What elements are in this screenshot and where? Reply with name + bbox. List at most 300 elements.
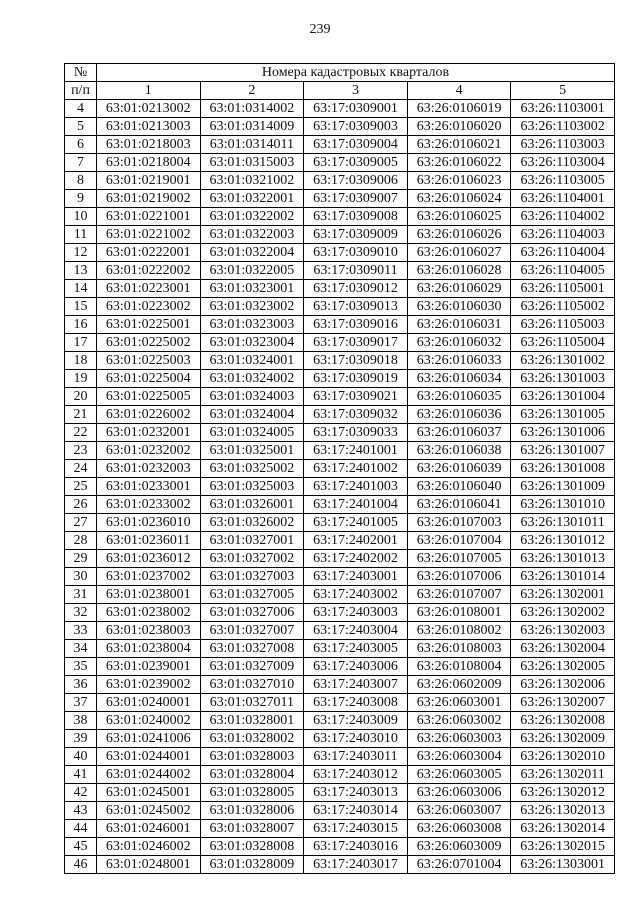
table-row xyxy=(65,586,615,604)
table-row xyxy=(65,532,615,550)
cadastral-number-cell: 63:17:2403001 xyxy=(304,568,408,586)
cadastral-number-cell: 63:01:0225004 xyxy=(97,370,201,388)
table-row xyxy=(65,352,615,370)
table-row xyxy=(65,118,615,136)
cadastral-number-cell: 63:26:0106035 xyxy=(407,388,511,406)
cadastral-number-cell: 63:17:0309008 xyxy=(304,208,408,226)
cadastral-number-cell: 63:17:0309004 xyxy=(304,136,408,154)
table-row xyxy=(65,820,615,838)
cadastral-number-cell: 63:01:0222002 xyxy=(97,262,201,280)
cadastral-number-cell: 63:17:0309003 xyxy=(304,118,408,136)
cadastral-number-cell: 63:01:0232002 xyxy=(97,442,201,460)
cadastral-number-cell: 63:26:0603001 xyxy=(407,694,511,712)
cadastral-number-cell: 63:01:0232001 xyxy=(97,424,201,442)
row-number-cell: 17 xyxy=(65,334,97,352)
cadastral-number-cell: 63:01:0315003 xyxy=(200,154,304,172)
table-row xyxy=(65,100,615,118)
cadastral-number-cell: 63:17:2403011 xyxy=(304,748,408,766)
cadastral-number-cell: 63:26:1302005 xyxy=(511,658,615,676)
cadastral-number-cell: 63:26:0106019 xyxy=(407,100,511,118)
column-number: 2 xyxy=(200,82,304,100)
cadastral-number-cell: 63:17:2403017 xyxy=(304,856,408,874)
header-group-label: Номера кадастровых кварталов xyxy=(97,64,615,82)
cadastral-number-cell: 63:01:0328001 xyxy=(200,712,304,730)
cadastral-number-cell: 63:01:0328004 xyxy=(200,766,304,784)
table-row xyxy=(65,658,615,676)
row-number-cell: 46 xyxy=(65,856,97,874)
cadastral-number-cell: 63:26:1301012 xyxy=(511,532,615,550)
cadastral-number-cell: 63:01:0327002 xyxy=(200,550,304,568)
cadastral-number-cell: 63:26:0106029 xyxy=(407,280,511,298)
row-number-cell: 38 xyxy=(65,712,97,730)
cadastral-number-cell: 63:26:0106022 xyxy=(407,154,511,172)
cadastral-number-cell: 63:17:2403012 xyxy=(304,766,408,784)
cadastral-number-cell: 63:26:1301002 xyxy=(511,352,615,370)
cadastral-number-cell: 63:17:2403008 xyxy=(304,694,408,712)
cadastral-number-cell: 63:17:2401001 xyxy=(304,442,408,460)
cadastral-number-cell: 63:26:1302011 xyxy=(511,766,615,784)
cadastral-number-cell: 63:01:0327008 xyxy=(200,640,304,658)
cadastral-number-cell: 63:01:0323003 xyxy=(200,316,304,334)
cadastral-number-cell: 63:26:1301005 xyxy=(511,406,615,424)
cadastral-number-cell: 63:17:0309006 xyxy=(304,172,408,190)
cadastral-number-cell: 63:17:0309001 xyxy=(304,100,408,118)
table-row xyxy=(65,370,615,388)
cadastral-number-cell: 63:26:0603009 xyxy=(407,838,511,856)
cadastral-number-cell: 63:01:0236010 xyxy=(97,514,201,532)
cadastral-number-cell: 63:26:0603008 xyxy=(407,820,511,838)
cadastral-number-cell: 63:01:0223002 xyxy=(97,298,201,316)
row-number-cell: 13 xyxy=(65,262,97,280)
cadastral-number-cell: 63:26:0106025 xyxy=(407,208,511,226)
cadastral-number-cell: 63:26:0106031 xyxy=(407,316,511,334)
cadastral-number-cell: 63:26:0603007 xyxy=(407,802,511,820)
cadastral-number-cell: 63:01:0240001 xyxy=(97,694,201,712)
column-number: 4 xyxy=(407,82,511,100)
cadastral-number-cell: 63:26:0108003 xyxy=(407,640,511,658)
cadastral-number-cell: 63:01:0325002 xyxy=(200,460,304,478)
cadastral-number-cell: 63:01:0219002 xyxy=(97,190,201,208)
cadastral-number-cell: 63:26:0106027 xyxy=(407,244,511,262)
cadastral-number-cell: 63:26:1104001 xyxy=(511,190,615,208)
table-row xyxy=(65,856,615,874)
table-row xyxy=(65,802,615,820)
row-number-cell: 45 xyxy=(65,838,97,856)
cadastral-number-cell: 63:26:1105004 xyxy=(511,334,615,352)
table-body xyxy=(65,100,615,874)
cadastral-number-cell: 63:26:1103005 xyxy=(511,172,615,190)
row-number-cell: 26 xyxy=(65,496,97,514)
cadastral-number-cell: 63:01:0322005 xyxy=(200,262,304,280)
cadastral-number-cell: 63:01:0323001 xyxy=(200,280,304,298)
cadastral-number-cell: 63:17:2403016 xyxy=(304,838,408,856)
table-row xyxy=(65,550,615,568)
cadastral-number-cell: 63:01:0327009 xyxy=(200,658,304,676)
cadastral-number-cell: 63:01:0322002 xyxy=(200,208,304,226)
cadastral-number-cell: 63:01:0236011 xyxy=(97,532,201,550)
cadastral-number-cell: 63:17:2403002 xyxy=(304,586,408,604)
table-row xyxy=(65,748,615,766)
cadastral-number-cell: 63:01:0314002 xyxy=(200,100,304,118)
cadastral-number-cell: 63:17:0309012 xyxy=(304,280,408,298)
table-row xyxy=(65,604,615,622)
row-number-cell: 34 xyxy=(65,640,97,658)
cadastral-number-cell: 63:17:2403006 xyxy=(304,658,408,676)
cadastral-number-cell: 63:01:0328009 xyxy=(200,856,304,874)
cadastral-number-cell: 63:01:0327011 xyxy=(200,694,304,712)
table-row xyxy=(65,208,615,226)
cadastral-number-cell: 63:26:0603004 xyxy=(407,748,511,766)
cadastral-number-cell: 63:17:2401003 xyxy=(304,478,408,496)
cadastral-number-cell: 63:26:0108001 xyxy=(407,604,511,622)
cadastral-number-cell: 63:01:0239001 xyxy=(97,658,201,676)
table-row xyxy=(65,280,615,298)
table-row xyxy=(65,496,615,514)
row-number-cell: 4 xyxy=(65,100,97,118)
cadastral-number-cell: 63:01:0221002 xyxy=(97,226,201,244)
cadastral-number-cell: 63:01:0244002 xyxy=(97,766,201,784)
cadastral-number-cell: 63:01:0325003 xyxy=(200,478,304,496)
cadastral-number-cell: 63:01:0324003 xyxy=(200,388,304,406)
cadastral-number-cell: 63:26:0106033 xyxy=(407,352,511,370)
page-number: 239 xyxy=(309,22,331,37)
table-row xyxy=(65,460,615,478)
cadastral-number-cell: 63:26:0107004 xyxy=(407,532,511,550)
cadastral-number-cell: 63:26:1104002 xyxy=(511,208,615,226)
cadastral-number-cell: 63:01:0327007 xyxy=(200,622,304,640)
cadastral-number-cell: 63:17:2403009 xyxy=(304,712,408,730)
cadastral-number-cell: 63:01:0240002 xyxy=(97,712,201,730)
cadastral-number-cell: 63:26:1302010 xyxy=(511,748,615,766)
cadastral-number-cell: 63:01:0248001 xyxy=(97,856,201,874)
cadastral-number-cell: 63:26:1105003 xyxy=(511,316,615,334)
column-number: 5 xyxy=(511,82,615,100)
cadastral-number-cell: 63:17:0309010 xyxy=(304,244,408,262)
cadastral-number-cell: 63:26:0106020 xyxy=(407,118,511,136)
cadastral-number-cell: 63:26:0106021 xyxy=(407,136,511,154)
cadastral-number-cell: 63:01:0246001 xyxy=(97,820,201,838)
cadastral-number-cell: 63:01:0324005 xyxy=(200,424,304,442)
cadastral-number-cell: 63:01:0328008 xyxy=(200,838,304,856)
cadastral-number-cell: 63:01:0321002 xyxy=(200,172,304,190)
row-number-cell: 41 xyxy=(65,766,97,784)
cadastral-number-cell: 63:26:1302001 xyxy=(511,586,615,604)
cadastral-number-cell: 63:26:1301004 xyxy=(511,388,615,406)
cadastral-number-cell: 63:01:0324004 xyxy=(200,406,304,424)
cadastral-number-cell: 63:17:0309017 xyxy=(304,334,408,352)
cadastral-number-cell: 63:01:0328007 xyxy=(200,820,304,838)
column-number: 3 xyxy=(304,82,408,100)
cadastral-number-cell: 63:26:0106023 xyxy=(407,172,511,190)
cadastral-number-cell: 63:26:1301007 xyxy=(511,442,615,460)
cadastral-number-cell: 63:01:0322001 xyxy=(200,190,304,208)
cadastral-number-cell: 63:26:0106030 xyxy=(407,298,511,316)
table-row xyxy=(65,172,615,190)
cadastral-number-cell: 63:01:0328005 xyxy=(200,784,304,802)
cadastral-number-cell: 63:01:0238004 xyxy=(97,640,201,658)
table-row xyxy=(65,190,615,208)
cadastral-number-cell: 63:01:0324002 xyxy=(200,370,304,388)
cadastral-number-cell: 63:26:1301009 xyxy=(511,478,615,496)
cadastral-number-cell: 63:01:0327001 xyxy=(200,532,304,550)
row-number-cell: 6 xyxy=(65,136,97,154)
cadastral-number-cell: 63:17:2403005 xyxy=(304,640,408,658)
cadastral-number-cell: 63:26:1302015 xyxy=(511,838,615,856)
row-number-cell: 15 xyxy=(65,298,97,316)
cadastral-number-cell: 63:26:1302014 xyxy=(511,820,615,838)
cadastral-number-cell: 63:17:2403013 xyxy=(304,784,408,802)
row-number-cell: 42 xyxy=(65,784,97,802)
cadastral-number-cell: 63:17:2403007 xyxy=(304,676,408,694)
cadastral-number-cell: 63:26:0107007 xyxy=(407,586,511,604)
cadastral-number-cell: 63:26:0106038 xyxy=(407,442,511,460)
cadastral-number-cell: 63:01:0237002 xyxy=(97,568,201,586)
table-row xyxy=(65,406,615,424)
row-number-cell: 37 xyxy=(65,694,97,712)
cadastral-number-cell: 63:01:0238001 xyxy=(97,586,201,604)
cadastral-number-cell: 63:26:1302006 xyxy=(511,676,615,694)
table-row xyxy=(65,424,615,442)
cadastral-number-cell: 63:17:2401004 xyxy=(304,496,408,514)
header-num-sublabel: п/п xyxy=(65,82,97,100)
cadastral-number-cell: 63:01:0232003 xyxy=(97,460,201,478)
cadastral-number-cell: 63:01:0225005 xyxy=(97,388,201,406)
cadastral-number-cell: 63:01:0245001 xyxy=(97,784,201,802)
row-number-cell: 28 xyxy=(65,532,97,550)
table-row xyxy=(65,838,615,856)
cadastral-number-cell: 63:01:0246002 xyxy=(97,838,201,856)
cadastral-number-cell: 63:01:0327010 xyxy=(200,676,304,694)
cadastral-number-cell: 63:01:0322004 xyxy=(200,244,304,262)
cadastral-number-cell: 63:01:0225003 xyxy=(97,352,201,370)
cadastral-number-cell: 63:26:0108002 xyxy=(407,622,511,640)
cadastral-number-cell: 63:01:0218003 xyxy=(97,136,201,154)
cadastral-number-cell: 63:26:0603005 xyxy=(407,766,511,784)
cadastral-number-cell: 63:26:0602009 xyxy=(407,676,511,694)
cadastral-number-cell: 63:17:0309016 xyxy=(304,316,408,334)
cadastral-number-cell: 63:01:0322003 xyxy=(200,226,304,244)
cadastral-number-cell: 63:01:0326001 xyxy=(200,496,304,514)
cadastral-number-cell: 63:17:2402002 xyxy=(304,550,408,568)
table-row xyxy=(65,316,615,334)
table-row xyxy=(65,226,615,244)
cadastral-number-cell: 63:01:0327003 xyxy=(200,568,304,586)
cadastral-number-cell: 63:26:0106034 xyxy=(407,370,511,388)
cadastral-number-cell: 63:26:1302004 xyxy=(511,640,615,658)
row-number-cell: 43 xyxy=(65,802,97,820)
cadastral-number-cell: 63:26:1103002 xyxy=(511,118,615,136)
table-row xyxy=(65,730,615,748)
cadastral-number-cell: 63:26:0107005 xyxy=(407,550,511,568)
cadastral-number-cell: 63:26:1105001 xyxy=(511,280,615,298)
table-row xyxy=(65,784,615,802)
row-number-cell: 12 xyxy=(65,244,97,262)
cadastral-number-cell: 63:01:0233002 xyxy=(97,496,201,514)
row-number-cell: 9 xyxy=(65,190,97,208)
table-row xyxy=(65,478,615,496)
cadastral-number-cell: 63:01:0219001 xyxy=(97,172,201,190)
table-header xyxy=(65,64,615,100)
row-number-cell: 18 xyxy=(65,352,97,370)
cadastral-number-cell: 63:26:1104005 xyxy=(511,262,615,280)
table-row xyxy=(65,136,615,154)
cadastral-number-cell: 63:01:0328002 xyxy=(200,730,304,748)
cadastral-number-cell: 63:26:0106039 xyxy=(407,460,511,478)
row-number-cell: 20 xyxy=(65,388,97,406)
cadastral-number-cell: 63:17:0309013 xyxy=(304,298,408,316)
table-row xyxy=(65,712,615,730)
table-row xyxy=(65,514,615,532)
cadastral-number-cell: 63:17:2401005 xyxy=(304,514,408,532)
table-row xyxy=(65,298,615,316)
cadastral-number-cell: 63:26:0603002 xyxy=(407,712,511,730)
cadastral-number-cell: 63:01:0222001 xyxy=(97,244,201,262)
row-number-cell: 29 xyxy=(65,550,97,568)
table-row xyxy=(65,262,615,280)
cadastral-number-cell: 63:17:0309018 xyxy=(304,352,408,370)
cadastral-number-cell: 63:01:0325001 xyxy=(200,442,304,460)
cadastral-number-cell: 63:01:0238003 xyxy=(97,622,201,640)
cadastral-number-cell: 63:26:0106041 xyxy=(407,496,511,514)
row-number-cell: 35 xyxy=(65,658,97,676)
row-number-cell: 44 xyxy=(65,820,97,838)
cadastral-number-cell: 63:01:0241006 xyxy=(97,730,201,748)
table-row xyxy=(65,694,615,712)
cadastral-number-cell: 63:26:1302009 xyxy=(511,730,615,748)
table-row xyxy=(65,640,615,658)
row-number-cell: 24 xyxy=(65,460,97,478)
row-number-cell: 7 xyxy=(65,154,97,172)
row-number-cell: 31 xyxy=(65,586,97,604)
cadastral-number-cell: 63:01:0328006 xyxy=(200,802,304,820)
table-row xyxy=(65,568,615,586)
table-row xyxy=(65,766,615,784)
row-number-cell: 10 xyxy=(65,208,97,226)
cadastral-quarters-table xyxy=(64,63,615,874)
cadastral-number-cell: 63:26:1302012 xyxy=(511,784,615,802)
cadastral-number-cell: 63:17:0309011 xyxy=(304,262,408,280)
cadastral-number-cell: 63:17:2403014 xyxy=(304,802,408,820)
cadastral-number-cell: 63:26:0106040 xyxy=(407,478,511,496)
row-number-cell: 5 xyxy=(65,118,97,136)
cadastral-number-cell: 63:26:1302003 xyxy=(511,622,615,640)
cadastral-number-cell: 63:01:0326002 xyxy=(200,514,304,532)
cadastral-number-cell: 63:01:0221001 xyxy=(97,208,201,226)
cadastral-number-cell: 63:01:0323004 xyxy=(200,334,304,352)
table-row xyxy=(65,676,615,694)
cadastral-number-cell: 63:26:1301010 xyxy=(511,496,615,514)
cadastral-number-cell: 63:17:0309009 xyxy=(304,226,408,244)
cadastral-number-cell: 63:26:1302013 xyxy=(511,802,615,820)
cadastral-number-cell: 63:01:0225002 xyxy=(97,334,201,352)
cadastral-number-cell: 63:01:0314009 xyxy=(200,118,304,136)
row-number-cell: 14 xyxy=(65,280,97,298)
row-number-cell: 8 xyxy=(65,172,97,190)
cadastral-number-cell: 63:01:0213003 xyxy=(97,118,201,136)
cadastral-number-cell: 63:26:1103004 xyxy=(511,154,615,172)
table-row xyxy=(65,388,615,406)
cadastral-number-cell: 63:01:0323002 xyxy=(200,298,304,316)
cadastral-number-cell: 63:17:2403010 xyxy=(304,730,408,748)
table-row xyxy=(65,442,615,460)
cadastral-number-cell: 63:26:1301003 xyxy=(511,370,615,388)
table-row xyxy=(65,334,615,352)
cadastral-number-cell: 63:01:0327005 xyxy=(200,586,304,604)
cadastral-number-cell: 63:26:0701004 xyxy=(407,856,511,874)
cadastral-number-cell: 63:26:1301006 xyxy=(511,424,615,442)
cadastral-number-cell: 63:26:1104003 xyxy=(511,226,615,244)
cadastral-number-cell: 63:26:0108004 xyxy=(407,658,511,676)
cadastral-number-cell: 63:26:1301013 xyxy=(511,550,615,568)
cadastral-number-cell: 63:01:0225001 xyxy=(97,316,201,334)
cadastral-number-cell: 63:17:2403015 xyxy=(304,820,408,838)
cadastral-number-cell: 63:26:0106032 xyxy=(407,334,511,352)
cadastral-number-cell: 63:26:1103003 xyxy=(511,136,615,154)
cadastral-number-cell: 63:01:0238002 xyxy=(97,604,201,622)
row-number-cell: 22 xyxy=(65,424,97,442)
cadastral-number-cell: 63:26:1302007 xyxy=(511,694,615,712)
cadastral-number-cell: 63:26:1301011 xyxy=(511,514,615,532)
row-number-cell: 16 xyxy=(65,316,97,334)
row-number-cell: 32 xyxy=(65,604,97,622)
cadastral-number-cell: 63:26:1302008 xyxy=(511,712,615,730)
cadastral-number-cell: 63:26:1303001 xyxy=(511,856,615,874)
row-number-cell: 23 xyxy=(65,442,97,460)
cadastral-number-cell: 63:26:0107003 xyxy=(407,514,511,532)
cadastral-number-cell: 63:26:0106037 xyxy=(407,424,511,442)
cadastral-number-cell: 63:01:0328003 xyxy=(200,748,304,766)
cadastral-number-cell: 63:26:1301008 xyxy=(511,460,615,478)
cadastral-number-cell: 63:01:0327006 xyxy=(200,604,304,622)
row-number-cell: 25 xyxy=(65,478,97,496)
cadastral-number-cell: 63:01:0223001 xyxy=(97,280,201,298)
table-row xyxy=(65,622,615,640)
cadastral-number-cell: 63:01:0239002 xyxy=(97,676,201,694)
cadastral-number-cell: 63:26:1302002 xyxy=(511,604,615,622)
row-number-cell: 19 xyxy=(65,370,97,388)
header-row-2 xyxy=(65,82,615,100)
cadastral-number-cell: 63:17:0309033 xyxy=(304,424,408,442)
cadastral-number-cell: 63:01:0226002 xyxy=(97,406,201,424)
header-row-1 xyxy=(65,64,615,82)
row-number-cell: 21 xyxy=(65,406,97,424)
cadastral-number-cell: 63:01:0236012 xyxy=(97,550,201,568)
cadastral-number-cell: 63:17:2401002 xyxy=(304,460,408,478)
cadastral-number-cell: 63:26:1105002 xyxy=(511,298,615,316)
cadastral-number-cell: 63:17:0309007 xyxy=(304,190,408,208)
cadastral-number-cell: 63:17:0309032 xyxy=(304,406,408,424)
cadastral-number-cell: 63:17:0309019 xyxy=(304,370,408,388)
cadastral-number-cell: 63:26:0106026 xyxy=(407,226,511,244)
row-number-cell: 39 xyxy=(65,730,97,748)
row-number-cell: 11 xyxy=(65,226,97,244)
cadastral-number-cell: 63:26:1301014 xyxy=(511,568,615,586)
cadastral-number-cell: 63:01:0213002 xyxy=(97,100,201,118)
cadastral-number-cell: 63:26:1103001 xyxy=(511,100,615,118)
cadastral-number-cell: 63:01:0314011 xyxy=(200,136,304,154)
cadastral-number-cell: 63:17:2403003 xyxy=(304,604,408,622)
cadastral-number-cell: 63:01:0245002 xyxy=(97,802,201,820)
header-num-label: № xyxy=(65,64,97,82)
cadastral-number-cell: 63:26:0106028 xyxy=(407,262,511,280)
cadastral-number-cell: 63:01:0218004 xyxy=(97,154,201,172)
row-number-cell: 36 xyxy=(65,676,97,694)
row-number-cell: 30 xyxy=(65,568,97,586)
table-row xyxy=(65,244,615,262)
column-number: 1 xyxy=(97,82,201,100)
cadastral-number-cell: 63:26:0107006 xyxy=(407,568,511,586)
cadastral-number-cell: 63:17:2402001 xyxy=(304,532,408,550)
